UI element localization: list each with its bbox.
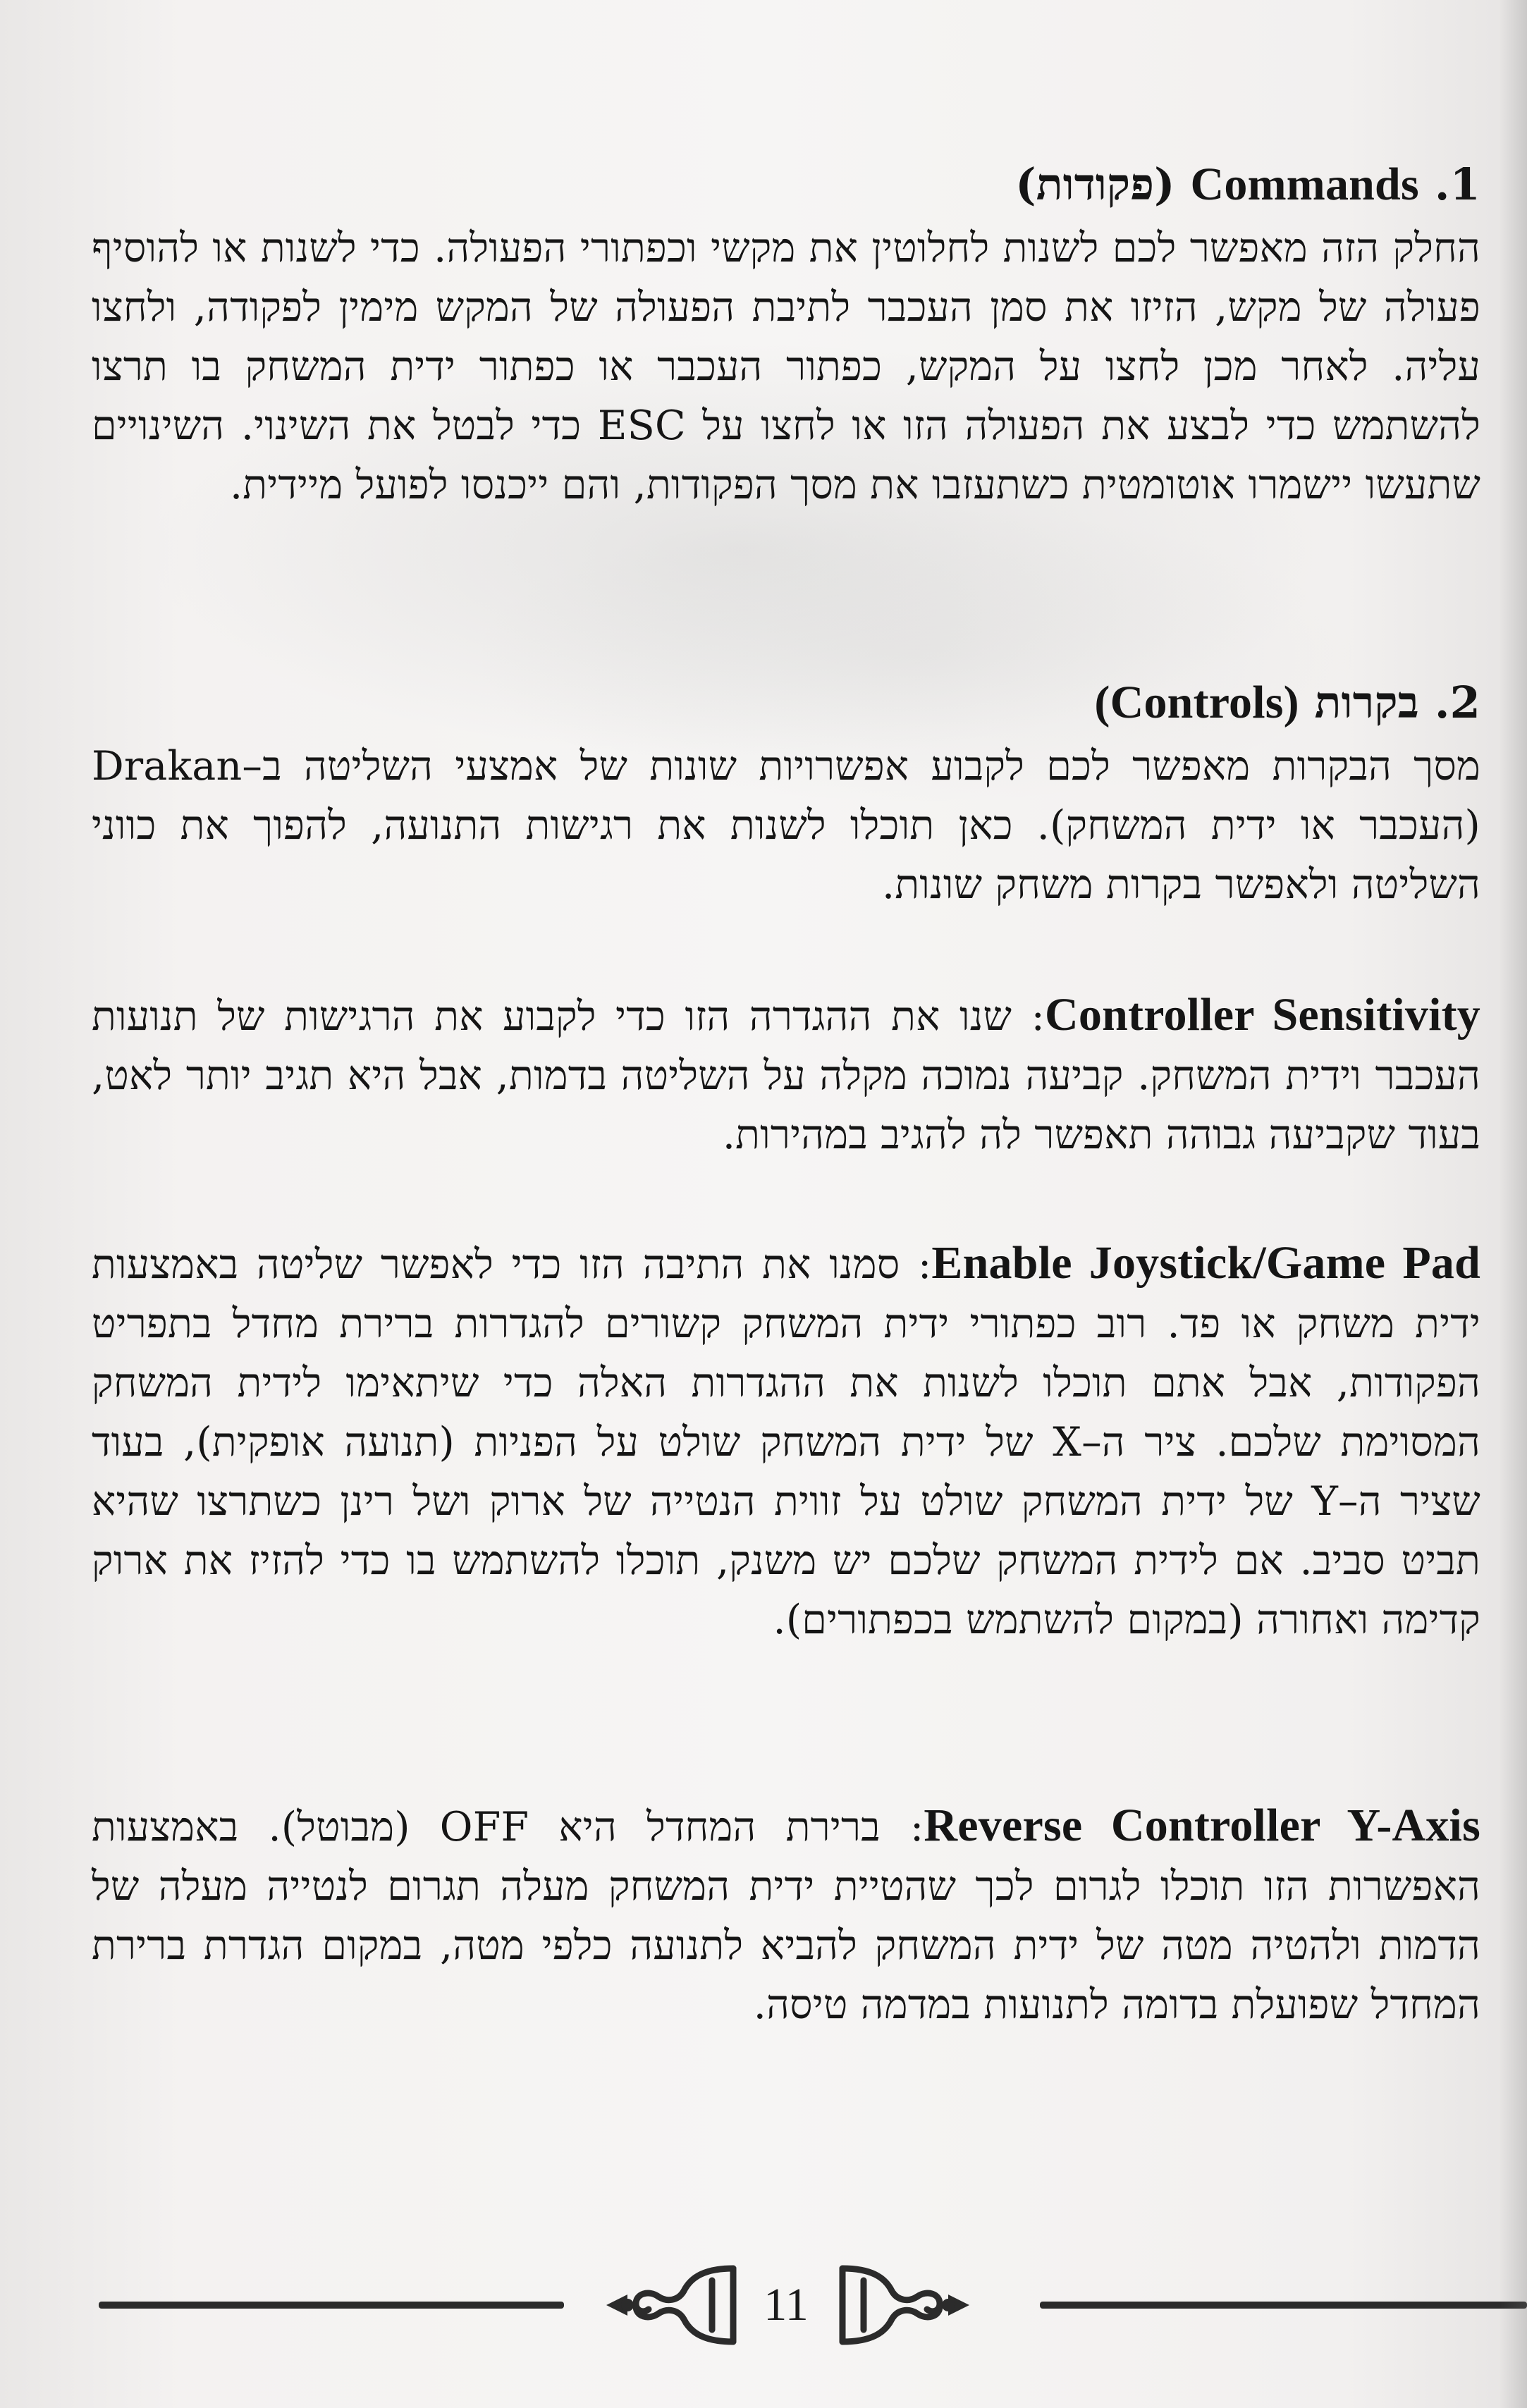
section-title-hebrew: בקרות bbox=[1314, 677, 1419, 728]
option-reverse-y-axis bbox=[92, 1796, 1480, 2034]
option-term: Controller Sensitivity bbox=[1045, 989, 1480, 1040]
option-controller-sensitivity bbox=[92, 985, 1480, 1165]
page-number: 11 bbox=[764, 2279, 809, 2330]
section-title-latin: Commands bbox=[1190, 159, 1419, 210]
section-controls bbox=[92, 673, 1480, 914]
section-commands bbox=[92, 155, 1480, 515]
section-title-hebrew: (פקודות) bbox=[1015, 159, 1175, 210]
section-heading-commands bbox=[92, 155, 1480, 214]
option-description: : סמנו את התיבה הזו כדי לאפשר שליטה באמצעות ידית משחק או פד. רוב כפתורי ידית המשחק קשורים להגדרות ברירת מחדל בתפריט הפקודות, אבל אתם תוכלו לשנות את ההגדרות האלה כדי שיתאימו לידית המשחק המסוימת שלכם. ציר ה–X של ידית המשחק שולט על הפניות (תנועה אופקית), בעוד שציר ה–Y של ידית המשחק שולט על זווית הנטייה של ארוק ושל רינן כשתרצו שהיא תביט סביב. אם לידית המשחק שלכם יש משנק, תוכלו להשתמש בו כדי להזיז את ארוק קדימה ואחורה (במקום להשתמש בכפתורים). bbox=[92, 1241, 1480, 1643]
scroll-ornament-icon bbox=[835, 2256, 976, 2354]
page-edge-shadow bbox=[1499, 0, 1527, 2408]
option-term: Enable Joystick/Game Pad bbox=[931, 1237, 1480, 1289]
footer-rule-left bbox=[99, 2302, 564, 2309]
section-body-controls: מסך הבקרות מאפשר לכם לקבוע אפשרויות שונות של אמצעי השליטה ב–Drakan (העכבר או ידית המשחק). כאן תוכלו לשנות את רגישות התנועה, להפוך את כווני השליטה ולאפשר בקרות משחק שונות. bbox=[92, 743, 1480, 908]
option-enable-joystick bbox=[92, 1234, 1480, 1650]
option-description: : שנו את ההגדרה הזו כדי לקבוע את הרגישות של תנועות העכבר וידית המשחק. קביעה נמוכה מקלה על השליטה בדמות, אבל היא תגיב יותר לאט, בעוד שקביעה גבוהה תאפשר לה להגיב במהירות. bbox=[92, 993, 1480, 1158]
footer-rule-right bbox=[1040, 2302, 1527, 2309]
page-footer bbox=[0, 2256, 1527, 2354]
section-body-commands: החלק הזה מאפשר לכם לשנות לחלוטין את מקשי וכפתורי הפעולה. כדי לשנות או להוסיף פעולה של מקש, הזיזו את סמן העכבר לתיבת הפעולה של המקש מימין לפקודה, ולחצו עליה. לאחר מכן לחצו על המקש, כפתור העכבר או כפתור ידית המשחק בו תרצו להשתמש כדי לבצע את הפעולה הזו או לחצו על ESC כדי לבטל את השינוי. השינויים שתעשו יישמרו אוטומטית כשתעזבו את מסך הפקודות, והם ייכנסו לפועל מיידית. bbox=[92, 225, 1480, 508]
section-number: 2. bbox=[1434, 677, 1480, 728]
section-heading-controls bbox=[92, 673, 1480, 732]
section-number: 1. bbox=[1434, 159, 1480, 210]
section-title-latin: (Controls) bbox=[1094, 677, 1299, 728]
option-term: Reverse Controller Y-Axis bbox=[924, 1800, 1480, 1851]
scroll-ornament-icon bbox=[599, 2256, 740, 2354]
option-description: : ברירת המחדל היא OFF (מבוטל). באמצעות האפשרות הזו תוכלו לגרום לכך שהטיית ידית המשחק מעלה תגרום לנטייה מעלה של הדמות ולהטיה מטה של ידית המשחק להביא לתנועה כלפי מטה, במקום הגדרת ברירת המחדל שפועלת בדומה לתנועות במדמה טיסה. bbox=[92, 1804, 1480, 2028]
